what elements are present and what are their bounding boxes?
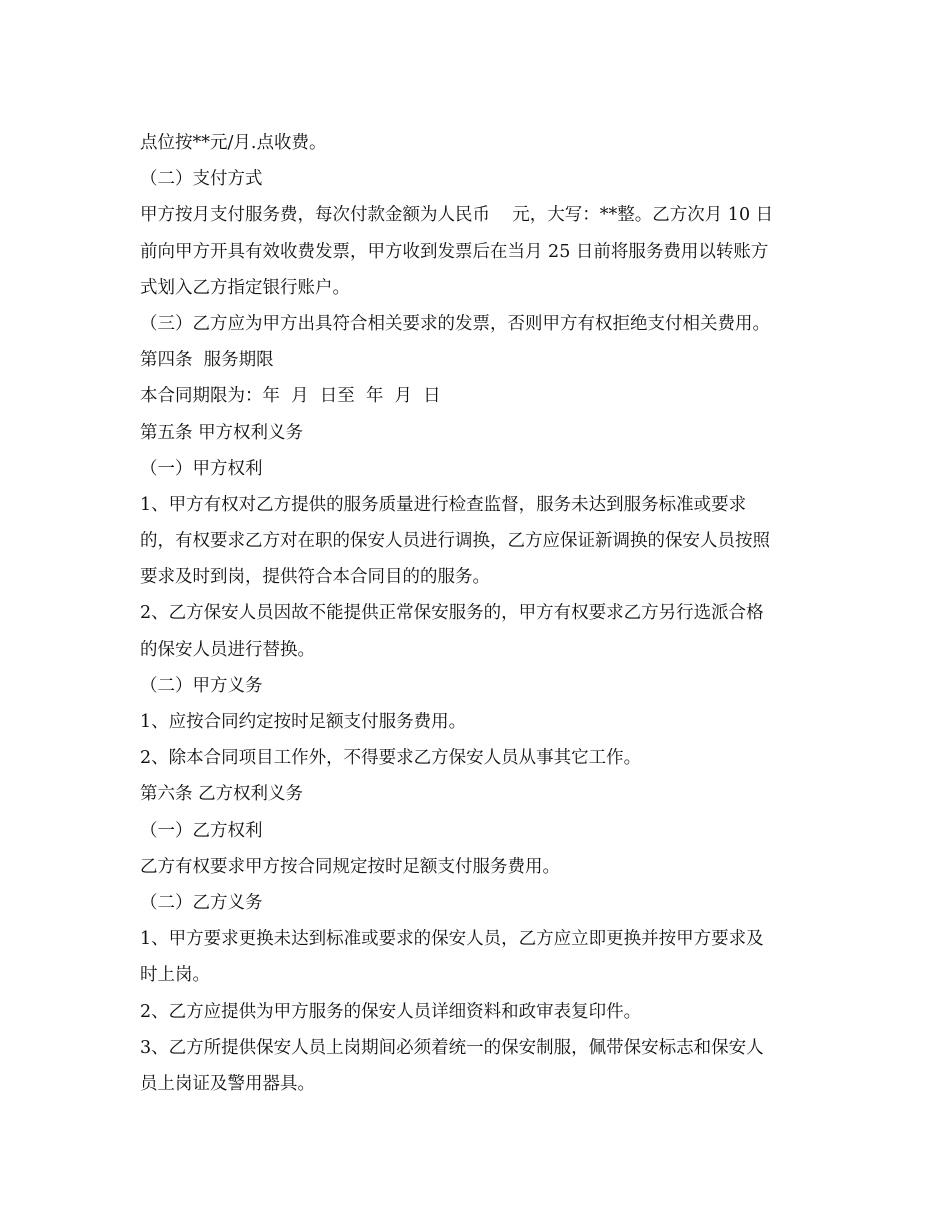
document-body [140,125,820,1102]
text-line: 甲方按月支付服务费，每次付款金额为人民币 元，大写：**整。乙方次月 10 日 [140,205,774,226]
section-subheading: （二）支付方式 [140,169,263,190]
text-line: 点位按**元/月.点收费。 [140,133,327,153]
text-line: 乙方有权要求甲方按合同规定按时足额支付服务费用。 [140,856,560,877]
text-line: （三）乙方应为甲方出具符合相关要求的发票，否则甲方有权拒绝支付相关费用。 [140,313,770,334]
article-heading: 第四条 服务期限 [140,350,274,371]
text-line: 要求及时到岗，提供符合本合同目的的服务。 [140,567,490,588]
text-line: 前向甲方开具有效收费发票，甲方收到发票后在当月 25 日前将服务费用以转账方 [140,241,769,262]
text-line: 的，有权要求乙方对在职的保安人员进行调换，乙方应保证新调换的保安人员按照 [140,531,770,552]
text-line: 2、除本合同项目工作外，不得要求乙方保安人员从事其它工作。 [140,748,642,769]
section-subheading: （二）乙方义务 [140,892,263,913]
text-line: 1、应按合同约定按时足额支付服务费用。 [140,712,467,732]
article-heading: 第五条 甲方权利义务 [140,422,304,443]
text-line: 2、乙方保安人员因故不能提供正常保安服务的，甲方有权要求乙方另行选派合格 [140,603,764,624]
text-line: 的保安人员进行替换。 [140,639,315,660]
text-line: 员上岗证及警用器具。 [140,1073,315,1094]
text-line: 1、甲方有权对乙方提供的服务质量进行检查监督，服务未达到服务标准或要求 [140,494,747,515]
section-subheading: （一）乙方权利 [140,820,263,841]
article-heading: 第六条 乙方权利义务 [140,784,304,805]
section-subheading: （一）甲方权利 [140,458,263,479]
section-subheading: （二）甲方义务 [140,675,263,696]
text-line: 2、乙方应提供为甲方服务的保安人员详细资料和政审表复印件。 [140,1001,642,1022]
text-line: 式划入乙方指定银行账户。 [140,277,350,298]
text-line: 本合同期限为：年 月 日至 年 月 日 [140,386,441,407]
text-line: 3、乙方所提供保安人员上岗期间必须着统一的保安制服，佩带保安标志和保安人 [140,1037,764,1058]
text-line: 1、甲方要求更换未达到标准或要求的保安人员，乙方应立即更换并按甲方要求及 [140,929,764,950]
text-line: 时上岗。 [140,965,210,986]
